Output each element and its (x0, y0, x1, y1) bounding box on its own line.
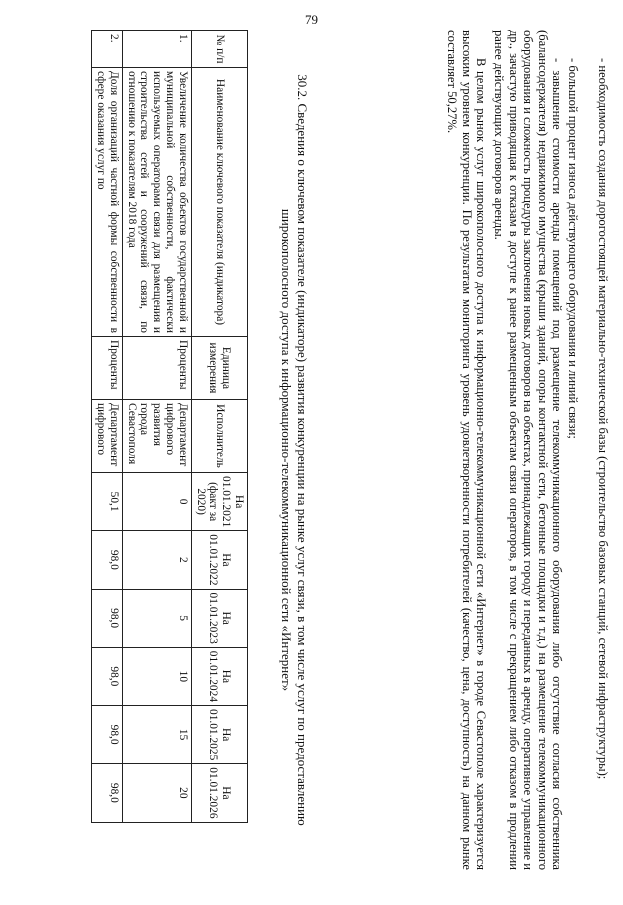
row-value-2024: 10 (122, 647, 191, 705)
section-heading: 30.2. Сведения о ключевом показателе (индикаторе) развития конкуренции на рынке услуг связи, в том числе услуг по предоставлению широкополосного доступа к информационно-телекоммуникационной сети «Интернет» (279, 74, 310, 826)
row-unit: Проценты (92, 337, 123, 400)
row-value-2022: 98,0 (92, 531, 123, 589)
header-year-2026: На 01.01.2026 (191, 764, 247, 822)
row-value-2026: 20 (122, 764, 191, 822)
row-value-2021: 50,1 (92, 473, 123, 531)
header-unit: Единица измерения (191, 337, 247, 400)
row-indicator-name: Увеличение количества объектов государственной и муниципальной собственности, фактически используемых операторами связи для размещения и строительства сетей и сооружений связи, по отношению к показателям 2018 года (122, 68, 191, 337)
table-header-row (191, 31, 247, 823)
row-executor: Департамент цифрового (92, 400, 123, 473)
header-year-2025: На 01.01.2025 (191, 706, 247, 764)
row-num: 1. (122, 31, 191, 68)
row-value-2023: 5 (122, 589, 191, 647)
table-row (122, 31, 191, 823)
row-value-2023: 98,0 (92, 589, 123, 647)
header-year-2024: На 01.01.2024 (191, 647, 247, 705)
paragraph-equipment-wear: - большой процент износа действующего оборудования и линий связи; (566, 58, 580, 439)
header-executor: Исполнитель (191, 400, 247, 473)
header-name: Наименование ключевого показателя (индикатора) (191, 68, 247, 337)
paragraph-rent-cost: - завышение стоимости аренды помещений под размещение телекоммуникационного оборудования либо отсутствие согласия собственника (балансодержателя) недвижимого имущества (крыши зданий, опоры контактной сети, бетонные площадки и т.д.) на размещение телекоммуникационного оборудования и сложность процедуры заключения новых договоров на объектах, принадлежащих городу и переданных в аренду, оперативное управление и др., зачастую приводящая к отказам в доступе к ранее размещенным объектам связи операторов, в том числе с прекращением либо отказом в продлении ранее действующих договоров аренды. (492, 30, 564, 870)
row-value-2024: 98,0 (92, 647, 123, 705)
row-value-2022: 2 (122, 531, 191, 589)
paragraph-summary: В целом рынок услуг широкополосного доступа к информационно-телекоммуникационной сети «Интернет» в городе Севастополе характеризуется высоким уровнем конкуренции. По результатам мониторинга уровень удовлетворенности потребителей (качество, цена, доступность) на данном рынке составляет 50,27%. (445, 30, 488, 870)
row-executor: Департамент цифрового развития города Севастополя (122, 400, 191, 473)
row-value-2025: 98,0 (92, 706, 123, 764)
row-indicator-name: Доля организаций частной формы собственности в сфере оказания услуг по (92, 68, 123, 337)
row-value-2026: 98,0 (92, 764, 123, 822)
page-number: 79 (305, 12, 318, 27)
row-value-2021: 0 (122, 473, 191, 531)
header-num: № п/п (191, 31, 247, 68)
header-year-2023: На 01.01.2023 (191, 589, 247, 647)
row-num: 2. (92, 31, 123, 68)
row-value-2025: 15 (122, 706, 191, 764)
kpi-table (91, 30, 248, 823)
table-row (92, 31, 123, 823)
row-unit: Проценты (122, 337, 191, 400)
paragraph-infrastructure: - необходимость создания дорогостоящей материально-технической базы (строительство базовых станций, сетевой инфраструктуры); (596, 58, 610, 780)
header-year-2022: На 01.01.2022 (191, 531, 247, 589)
header-year-2021: На 01.01.2021 (факт за 2020) (191, 473, 247, 531)
rotated-page-content (20, 30, 610, 890)
